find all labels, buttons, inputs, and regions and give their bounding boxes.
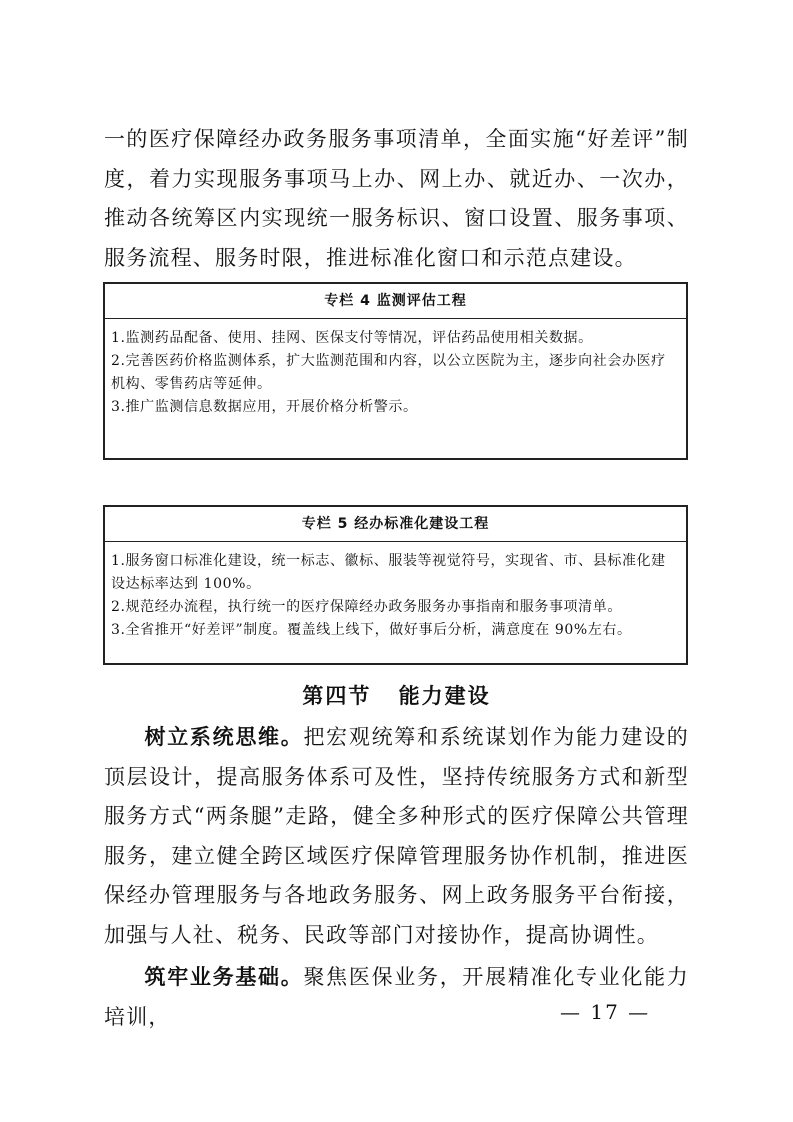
intro-paragraph: 一的医疗保障经办政务服务事项清单，全面实施“好差评”制度，着力实现服务事项马上办、网上办、就近办、一次办，推动各统筹区内实现统一服务标识、窗口设置、服务事项、服务流程、服务时限，推进标准化窗口和示范点建设。 <box>104 127 689 270</box>
paragraph-business-foundation <box>104 958 689 1037</box>
special-column-4-title: 专栏 4 监测评估工程 <box>105 284 686 319</box>
special-column-4-body <box>105 319 686 425</box>
page-number: — 17 — <box>560 1000 651 1024</box>
paragraph-system-thinking-text: 把宏观统筹和系统谋划作为能力建设的顶层设计，提高服务体系可及性，坚持传统服务方式和新型服务方式“两条腿”走路，健全多种形式的医疗保障公共管理服务，建立健全跨区域医疗保障管理服务协作机制，推进医保经办管理服务与各地政务服务、网上政务服务平台衔接，加强与人社、税务、民政等部门对接协作，提高协调性。 <box>104 725 689 947</box>
paragraph-business-foundation-text: 聚焦医保业务，开展精准化专业化能力培训， <box>104 965 689 1029</box>
box5-item-2: 2.规范经办流程，执行统一的医疗保障经办政务服务办事指南和服务事项清单。 <box>111 599 622 615</box>
special-column-5-body <box>105 542 686 648</box>
special-column-4-box <box>103 282 688 460</box>
box4-item-1: 1.监测药品配备、使用、挂网、医保支付等情况，评估药品使用相关数据。 <box>111 330 593 346</box>
box4-item-3: 3.推广监测信息数据应用，开展价格分析警示。 <box>111 399 418 415</box>
special-column-5-box <box>103 505 688 665</box>
section-heading: 第四节 能力建设 <box>302 684 491 708</box>
special-column-5-title: 专栏 5 经办标准化建设工程 <box>105 507 686 542</box>
box4-item-2: 2.完善医药价格监测体系，扩大监测范围和内容，以公立医院为主，逐步向社会办医疗机构、零售药店等延伸。 <box>111 353 666 392</box>
paragraph-business-foundation-lead: 筑牢业务基础。 <box>144 965 304 989</box>
box5-item-3: 3.全省推开“好差评”制度。覆盖线上线下，做好事后分析，满意度在 90%左右。 <box>111 622 632 638</box>
paragraph-system-thinking <box>104 718 689 955</box>
box5-item-1: 1.服务窗口标准化建设，统一标志、徽标、服装等视觉符号，实现省、市、县标准化建设达标率达到 100%。 <box>111 553 666 592</box>
paragraph-system-thinking-lead: 树立系统思维。 <box>144 725 304 749</box>
